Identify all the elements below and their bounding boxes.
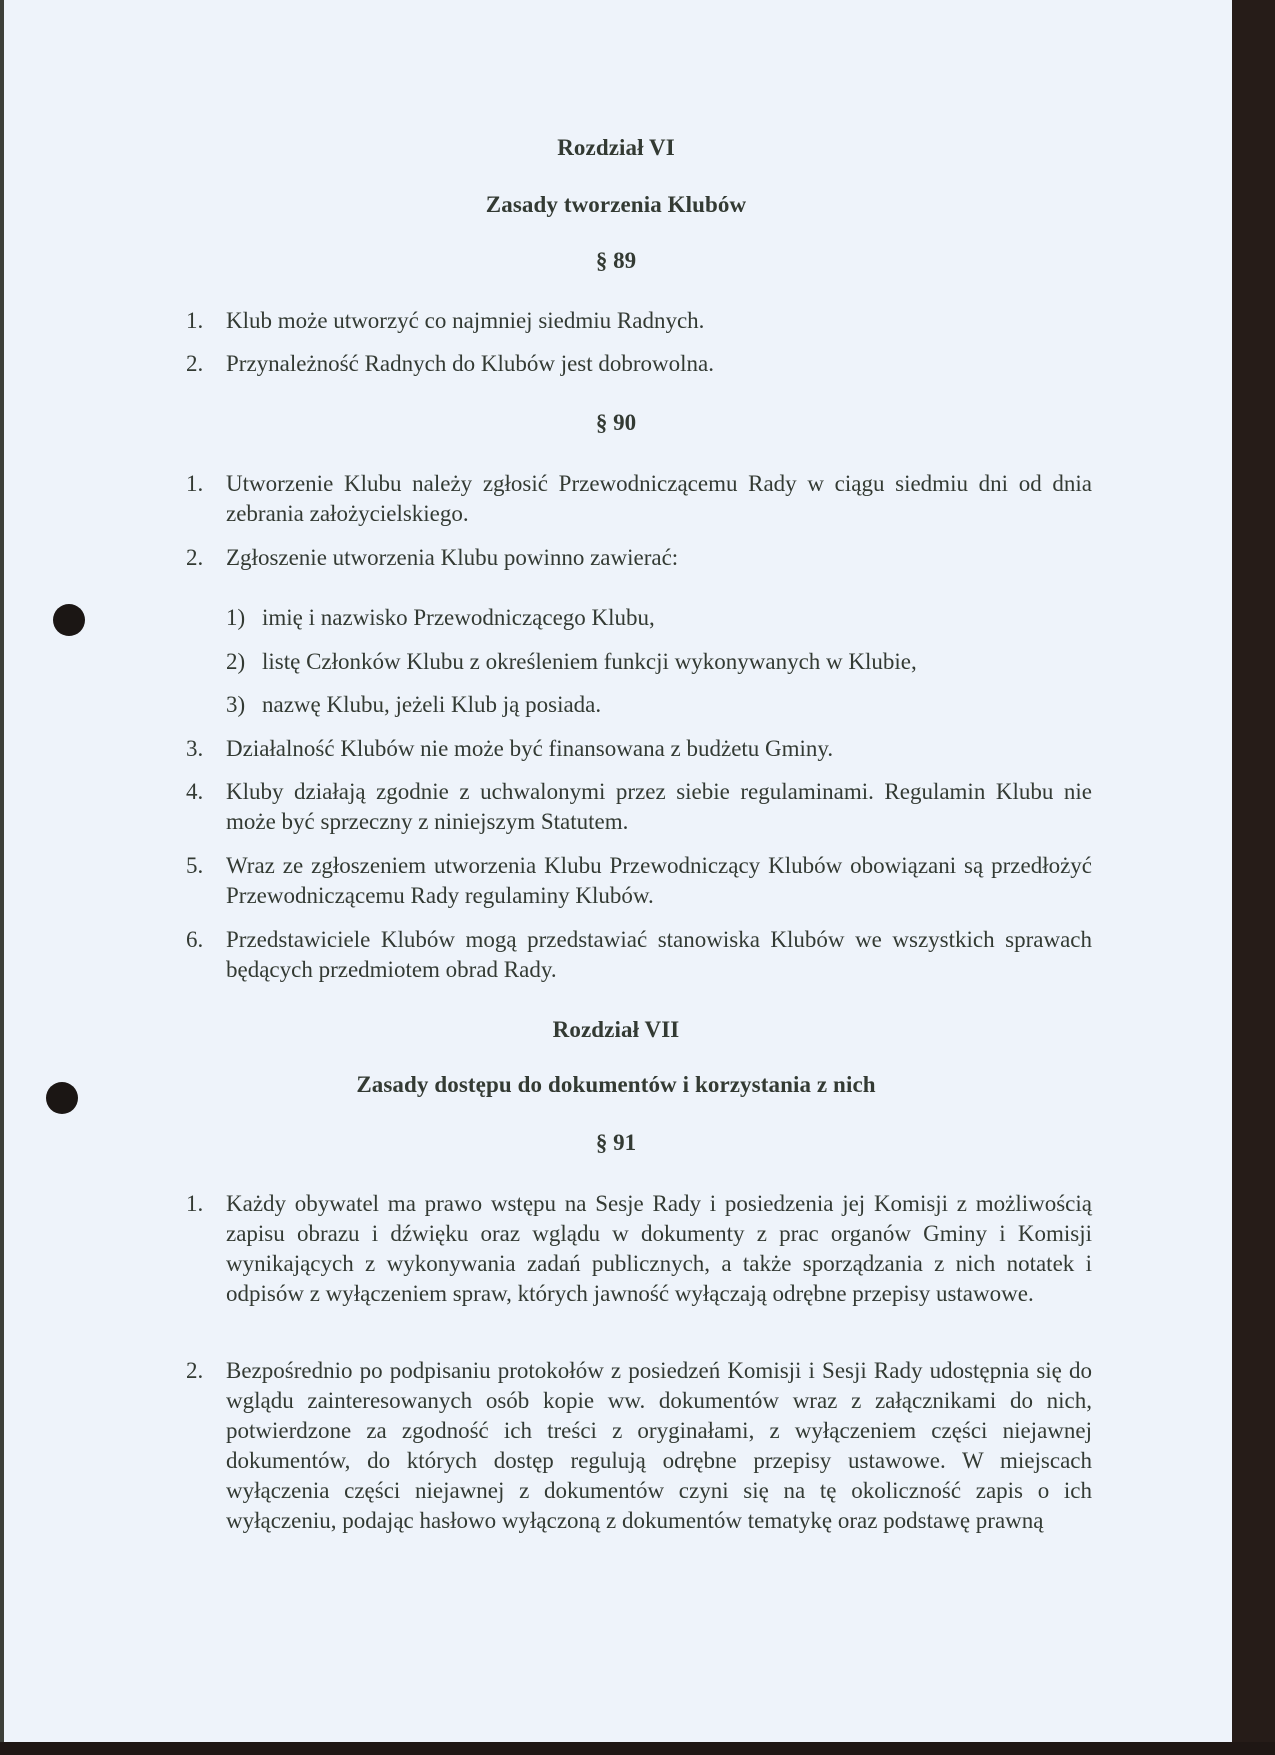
chapter-subtitle: Zasady tworzenia Klubów bbox=[485, 192, 747, 217]
item-number: 5. bbox=[186, 853, 204, 878]
item-number: 2. bbox=[186, 351, 204, 376]
list-item bbox=[186, 851, 1092, 911]
sub-list-item bbox=[226, 603, 1086, 633]
scan-right-edge bbox=[1232, 0, 1275, 1755]
item-number: 3. bbox=[186, 736, 204, 761]
item-text: Utworzenie Klubu należy zgłosić Przewodniczącemu Rady w ciągu siedmiu dni od dnia zebrania założycielskiego. bbox=[226, 471, 1092, 526]
item-text: Klub może utworzyć co najmniej siedmiu Radnych. bbox=[226, 308, 705, 333]
paragraph-mark: § 89 bbox=[595, 248, 637, 273]
sub-list-item bbox=[226, 647, 1086, 677]
item-number: 1. bbox=[186, 471, 204, 496]
item-number: 2. bbox=[186, 1358, 204, 1383]
item-number: 1. bbox=[186, 308, 204, 333]
chapter-subtitle: Zasady dostępu do dokumentów i korzystania z nich bbox=[356, 1072, 876, 1097]
item-number: 4. bbox=[186, 779, 204, 804]
list-item bbox=[186, 925, 1092, 985]
item-text: Działalność Klubów nie może być finansowana z budżetu Gminy. bbox=[226, 736, 834, 761]
list-item bbox=[186, 734, 1092, 764]
sub-item-text: nazwę Klubu, jeżeli Klub ją posiada. bbox=[262, 692, 602, 717]
item-number: 2. bbox=[186, 545, 204, 570]
list-item bbox=[186, 469, 1092, 529]
sub-list-item bbox=[226, 690, 1086, 720]
item-number: 1. bbox=[186, 1191, 204, 1216]
list-item bbox=[186, 777, 1092, 837]
scan-bottom-edge bbox=[0, 1742, 1275, 1755]
sub-item-number: 2) bbox=[226, 649, 246, 674]
sub-item-number: 1) bbox=[226, 605, 246, 630]
punch-hole-icon bbox=[53, 604, 85, 636]
item-text: Przynależność Radnych do Klubów jest dobrowolna. bbox=[226, 351, 715, 376]
chapter-title: Rozdział VII bbox=[552, 1017, 680, 1042]
sub-item-text: listę Członków Klubu z określeniem funkcji wykonywanych w Klubie, bbox=[262, 649, 917, 674]
item-text: Wraz ze zgłoszeniem utworzenia Klubu Przewodniczący Klubów obowiązani są przedłożyć Przewodniczącemu Rady regulaminy Klubów. bbox=[226, 853, 1092, 908]
item-text: Każdy obywatel ma prawo wstępu na Sesje Rady i posiedzenia jej Komisji z możliwością zapisu obrazu i dźwięku oraz wglądu w dokumenty z prac organów Gminy i Komisji wynikających z wykonywania zadań publicznych, a także sporządzania z nich notatek i odpisów z wyłączeniem spraw, których jawność wyłączają odrębne przepisy ustawowe. bbox=[226, 1191, 1092, 1306]
item-text: Kluby działają zgodnie z uchwalonymi przez siebie regulaminami. Regulamin Klubu nie może być sprzeczny z niniejszym Statutem. bbox=[226, 779, 1092, 834]
list-item bbox=[186, 543, 1092, 573]
paragraph-mark: § 90 bbox=[595, 410, 637, 435]
item-text: Przedstawiciele Klubów mogą przedstawiać stanowiska Klubów we wszystkich sprawach będących przedmiotem obrad Rady. bbox=[226, 927, 1092, 982]
item-text: Bezpośrednio po podpisaniu protokołów z posiedzeń Komisji i Sesji Rady udostępnia się do wglądu zainteresowanych osób kopie ww. dokumentów wraz z załącznikami do nich, potwierdzone za zgodność ich treści z oryginałami, z wyłączeniem części niejawnej dokumentów, do których dostęp regulują odrębne przepisy ustawowe. W miejscach wyłączenia części niejawnej z dokumentów czyni się na tę okoliczność zapis o ich wyłączeniu, podając hasłowo wyłączoną z dokumentów tematykę oraz podstawę prawną bbox=[226, 1358, 1092, 1533]
list-item bbox=[186, 1356, 1092, 1536]
list-item bbox=[186, 349, 1092, 379]
paragraph-mark: § 91 bbox=[595, 1130, 637, 1155]
list-item bbox=[186, 306, 1092, 336]
list-item bbox=[186, 1189, 1092, 1309]
sub-item-number: 3) bbox=[226, 692, 246, 717]
chapter-title: Rozdział VI bbox=[557, 135, 675, 160]
sub-item-text: imię i nazwisko Przewodniczącego Klubu, bbox=[262, 605, 655, 630]
item-text: Zgłoszenie utworzenia Klubu powinno zawierać: bbox=[226, 545, 679, 570]
item-number: 6. bbox=[186, 927, 204, 952]
